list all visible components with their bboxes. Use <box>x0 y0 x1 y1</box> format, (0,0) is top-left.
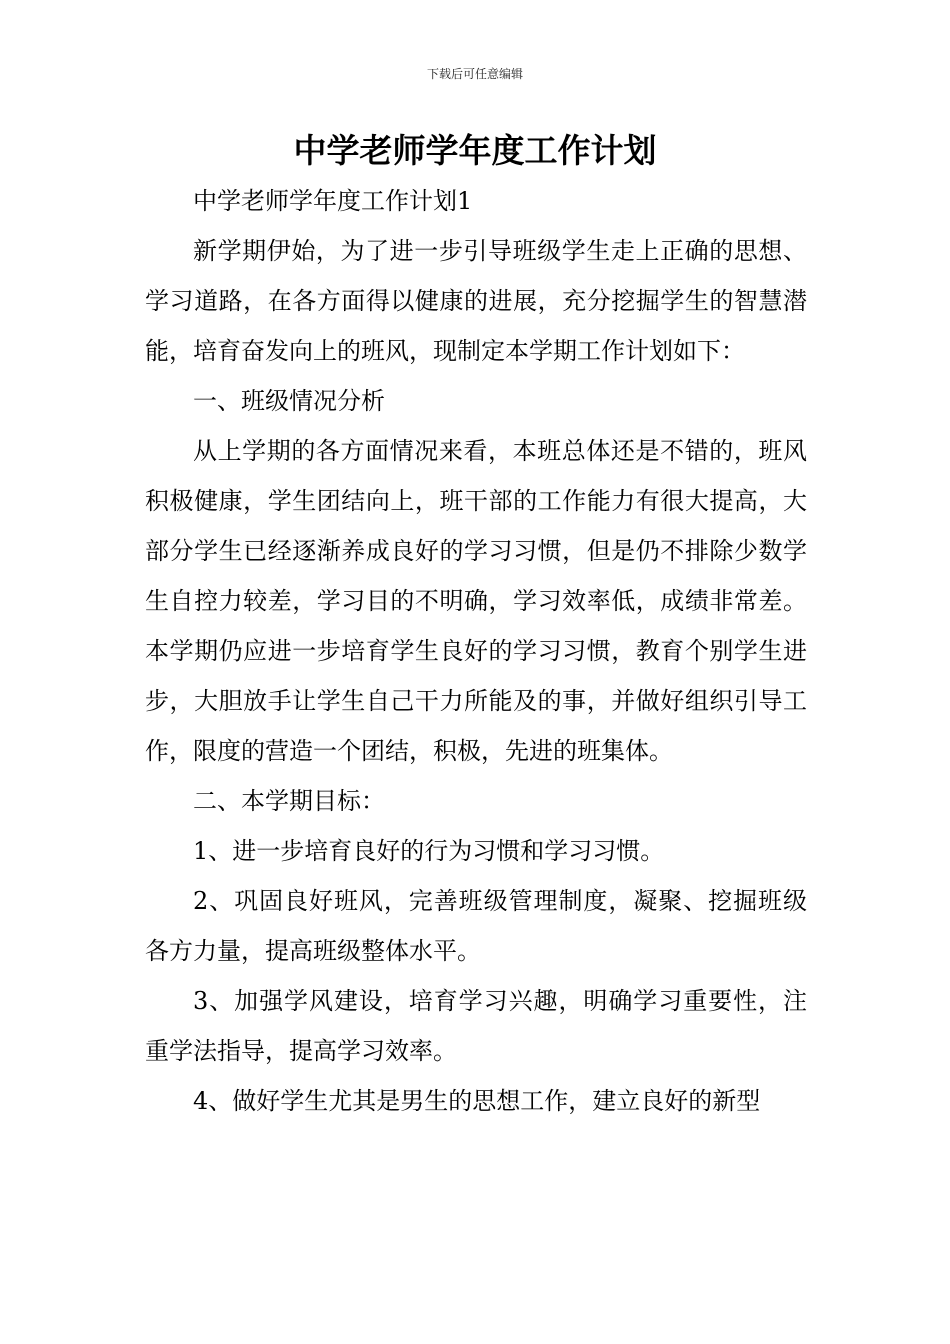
paragraph-intro: 新学期伊始，为了进一步引导班级学生走上正确的思想、学习道路，在各方面得以健康的进展，充分挖掘学生的智慧潜能，培育奋发向上的班风，现制定本学期工作计划如下： <box>145 237 807 365</box>
goal-item-3: 3、加强学风建设，培育学习兴趣，明确学习重要性，注重学法指导，提高学习效率。 <box>145 987 807 1065</box>
goal-item-2: 2、巩固良好班风，完善班级管理制度，凝聚、挖掘班级各方力量，提高班级整体水平。 <box>145 887 807 965</box>
section-heading-class-analysis: 一、班级情况分析 <box>193 387 385 415</box>
section-heading-goals: 二、本学期目标： <box>193 787 385 815</box>
header-note: 下载后可任意编辑 <box>426 67 523 81</box>
document-title: 中学老师学年度工作计划 <box>293 131 657 170</box>
paragraph-subtitle: 中学老师学年度工作计划1 <box>193 187 473 215</box>
goal-item-1: 1、进一步培育良好的行为习惯和学习习惯。 <box>193 837 665 865</box>
paragraph-class-analysis: 从上学期的各方面情况来看，本班总体还是不错的，班风积极健康，学生团结向上，班干部的工作能力有很大提高，大部分学生已经逐渐养成良好的学习习惯，但是仍不排除少数学生自控力较差，学习目的不明确，学习效率低，成绩非常差。本学期仍应进一步培育学生良好的学习习惯，教育个别学生进步，大胆放手让学生自己干力所能及的事，并做好组织引导工作，限度的营造一个团结，积极，先进的班集体。 <box>145 437 807 765</box>
goal-item-4: 4、做好学生尤其是男生的思想工作，建立良好的新型 <box>193 1087 761 1115</box>
document-body <box>145 176 807 1126</box>
